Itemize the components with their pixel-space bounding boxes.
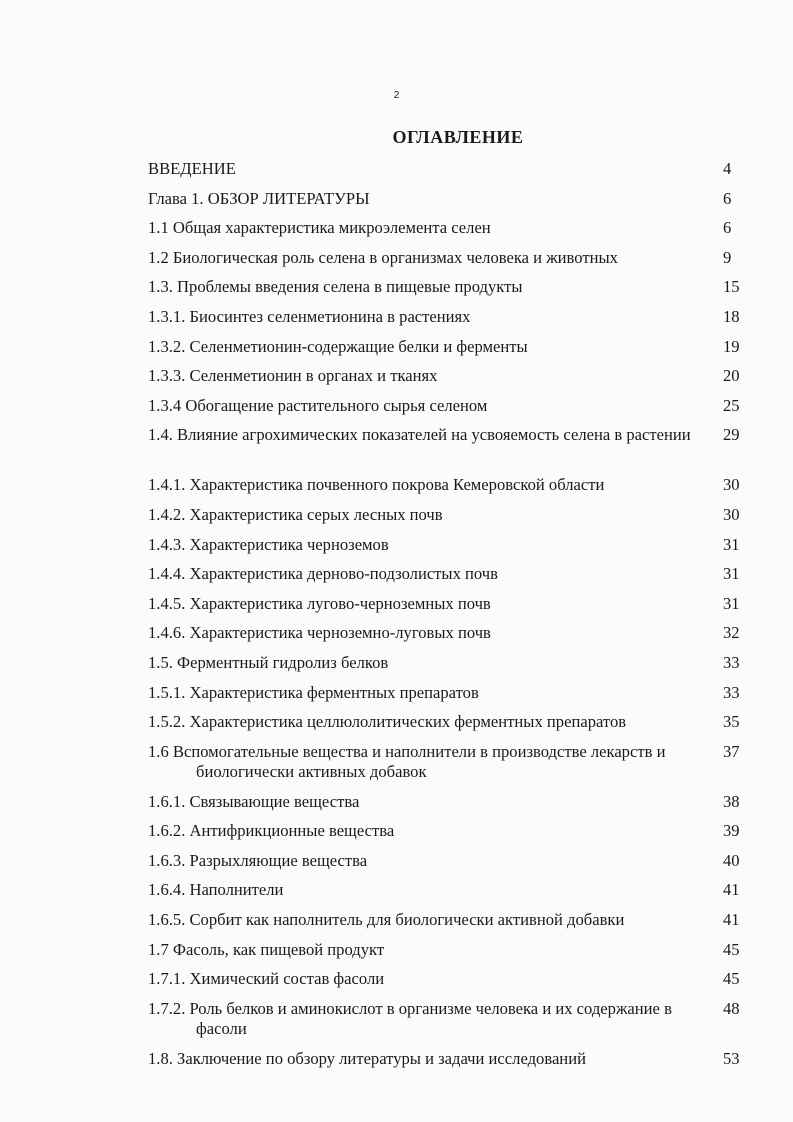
- toc-entry-page: 33: [723, 652, 740, 672]
- toc-entry: [148, 790, 763, 820]
- toc-entry-page: 37: [723, 741, 740, 761]
- toc-entry-title: 1.6.3. Разрыхляющие вещества: [148, 850, 368, 870]
- toc-entry: [148, 592, 763, 622]
- toc-entry-title: 1.3.3. Селенметионин в органах и тканях: [148, 366, 438, 386]
- toc-entry: [148, 621, 763, 651]
- toc-entry-page: 15: [723, 277, 740, 297]
- toc-entry-title: 1.5.1. Характеристика ферментных препаратов: [148, 682, 479, 702]
- toc-entry-page: 29: [723, 425, 740, 445]
- toc-entry-page: 31: [723, 534, 740, 554]
- toc-entry-page: 35: [723, 712, 740, 732]
- toc-entry-title: 1.5. Ферментный гидролиз белков: [148, 652, 389, 672]
- toc-entry: [148, 394, 763, 424]
- page-title: ОГЛАВЛЕНИЕ: [392, 127, 524, 147]
- table-of-contents: [148, 157, 763, 1076]
- toc-entry-page: 33: [723, 682, 740, 702]
- toc-entry-title: 1.3.1. Биосинтез селенметионина в растениях: [148, 306, 471, 326]
- toc-entry-page: 30: [723, 504, 740, 524]
- toc-entry: [148, 246, 763, 276]
- toc-entry-title: 1.6.2. Антифрикционные вещества: [148, 821, 395, 841]
- toc-entry: [148, 967, 763, 997]
- toc-entry-page: 38: [723, 791, 740, 811]
- toc-entry-title: 1.6.4. Наполнители: [148, 880, 284, 900]
- toc-entry-page: 53: [723, 1048, 740, 1068]
- toc-entry-title: 1.6.1. Связывающие вещества: [148, 791, 360, 811]
- toc-entry-title: 1.4.3. Характеристика черноземов: [148, 534, 389, 554]
- toc-entry: [148, 997, 763, 1047]
- toc-entry: [148, 1047, 763, 1077]
- toc-entry: [148, 819, 763, 849]
- toc-entry-page: 45: [723, 939, 740, 959]
- toc-entry: [148, 908, 763, 938]
- toc-entry: [148, 938, 763, 968]
- toc-entry-title: 1.4.4. Характеристика дерново-подзолистых почв: [148, 564, 498, 584]
- toc-entry-title: 1.7.1. Химический состав фасоли: [148, 969, 385, 989]
- toc-entry: [148, 473, 763, 503]
- toc-entry-title: 1.4.5. Характеристика лугово-черноземных почв: [148, 593, 491, 613]
- toc-entry-title: 1.6.5. Сорбит как наполнитель для биологически активной добавки: [148, 910, 625, 930]
- toc-entry: [148, 878, 763, 908]
- toc-entry-title: 1.2 Биологическая роль селена в организмах человека и животных: [148, 247, 618, 267]
- toc-entry-title: 1.3. Проблемы введения селена в пищевые продукты: [148, 277, 523, 297]
- toc-entry: [148, 305, 763, 335]
- toc-entry-title: 1.1 Общая характеристика микроэлемента селен: [148, 218, 491, 238]
- toc-entry-page: 45: [723, 969, 740, 989]
- toc-entry: [148, 740, 763, 790]
- toc-entry: [148, 710, 763, 740]
- toc-entry: [148, 423, 763, 473]
- toc-entry: [148, 187, 763, 217]
- toc-entry-page: 32: [723, 623, 740, 643]
- toc-entry-page: 30: [723, 475, 740, 495]
- toc-entry-title: 1.5.2. Характеристика целлюлолитических ферментных препаратов: [148, 712, 627, 732]
- toc-entry-title: 1.7 Фасоль, как пищевой продукт: [148, 939, 385, 959]
- toc-entry-page: 41: [723, 910, 740, 930]
- toc-entry-page: 6: [723, 218, 732, 238]
- toc-entry-page: 39: [723, 821, 740, 841]
- toc-entry: [148, 849, 763, 879]
- toc-entry-page: 41: [723, 880, 740, 900]
- toc-entry: [148, 335, 763, 365]
- toc-entry: [148, 216, 763, 246]
- toc-entry: [148, 651, 763, 681]
- toc-entry-page: 9: [723, 247, 732, 267]
- toc-entry-page: 18: [723, 306, 740, 326]
- toc-entry-title: 1.8. Заключение по обзору литературы и задачи исследований: [148, 1048, 586, 1068]
- toc-entry-page: 20: [723, 366, 740, 386]
- toc-entry: [148, 681, 763, 711]
- toc-entry: [148, 157, 763, 187]
- toc-entry-title: 1.4. Влияние агрохимических показателей на усвояемость селена в растении: [148, 425, 691, 445]
- toc-entry-title: 1.3.4 Обогащение растительного сырья селеном: [148, 395, 488, 415]
- toc-entry-page: 40: [723, 850, 740, 870]
- toc-entry: [148, 562, 763, 592]
- toc-entry-title: ВВЕДЕНИЕ: [148, 159, 236, 178]
- toc-entry-title: 1.7.2. Роль белков и аминокислот в организме человека и их содержание в фасоли: [148, 998, 672, 1038]
- toc-entry-page: 48: [723, 998, 740, 1018]
- toc-entry: [148, 503, 763, 533]
- page-number: 2: [393, 90, 400, 101]
- toc-entry-title: 1.4.1. Характеристика почвенного покрова Кемеровской области: [148, 475, 605, 495]
- toc-entry-page: 19: [723, 336, 740, 356]
- toc-entry-title: 1.4.6. Характеристика черноземно-луговых почв: [148, 623, 491, 643]
- toc-entry-page: 31: [723, 593, 740, 613]
- toc-entry: [148, 364, 763, 394]
- toc-entry: [148, 533, 763, 563]
- toc-entry-page: 25: [723, 395, 740, 415]
- toc-entry-page: 4: [723, 159, 732, 178]
- toc-entry-title: 1.3.2. Селенметионин-содержащие белки и ферменты: [148, 336, 528, 356]
- toc-entry-page: 6: [723, 188, 732, 208]
- toc-entry: [148, 275, 763, 305]
- toc-entry-title: 1.4.2. Характеристика серых лесных почв: [148, 504, 443, 524]
- toc-entry-title: Глава 1. ОБЗОР ЛИТЕРАТУРЫ: [148, 188, 370, 208]
- toc-entry-title: 1.6 Вспомогательные вещества и наполнители в производстве лекарств и биологически активных добавок: [148, 741, 666, 781]
- toc-entry-page: 31: [723, 564, 740, 584]
